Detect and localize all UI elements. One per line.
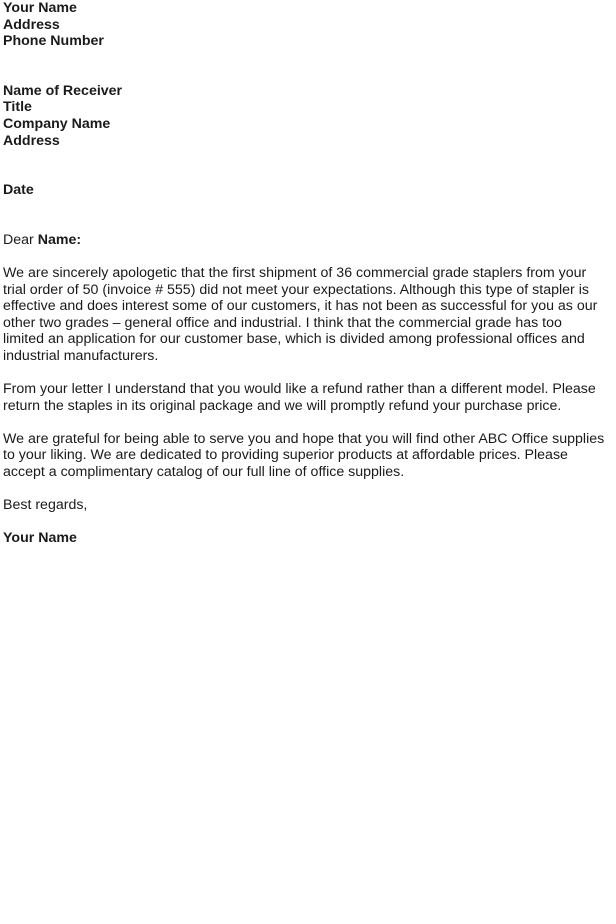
letter xyxy=(3,0,614,547)
date-block xyxy=(3,182,614,199)
closing-block xyxy=(3,497,614,514)
receiver-address: Address xyxy=(3,132,60,149)
salutation-greeting: Dear xyxy=(3,231,38,248)
receiver-title: Title xyxy=(3,99,32,116)
salutation xyxy=(3,232,614,249)
paragraph-line: return the staples in its original package and we will promptly refund your purchase price. xyxy=(3,397,562,414)
sender-phone: Phone Number xyxy=(3,33,104,50)
paragraph-line: We are sincerely apologetic that the first shipment of 36 commercial grade staplers from your xyxy=(3,264,587,281)
sender-address: Address xyxy=(3,16,60,33)
receiver-name: Name of Receiver xyxy=(3,82,123,99)
paragraph-line: From your letter I understand that you would like a refund rather than a different model. Please xyxy=(3,381,596,398)
sender-name: Your Name xyxy=(3,0,77,16)
paragraph-line: limited an application for our customer base, which is divided among professional offices and xyxy=(3,331,585,348)
salutation-name: Name: xyxy=(37,231,82,248)
sender-block xyxy=(3,0,614,50)
receiver-block xyxy=(3,83,614,149)
body-paragraph-3 xyxy=(3,431,614,481)
signature-block xyxy=(3,530,614,547)
paragraph-line: industrial manufacturers. xyxy=(3,347,159,364)
letter-date: Date xyxy=(3,182,34,199)
paragraph-line: trial order of 50 (invoice # 555) did not meet your expectations. Although this type of stapler is xyxy=(3,281,589,298)
salutation-line xyxy=(3,232,614,249)
paragraph-line: to your liking. We are dedicated to providing superior products at affordable prices. Please xyxy=(3,447,568,464)
paragraph-line: effective and does interest some of our customers, it has not been as successful for you as our xyxy=(3,298,598,315)
body-paragraph-1 xyxy=(3,265,614,365)
closing-text: Best regards, xyxy=(3,497,88,514)
body-paragraph-2 xyxy=(3,381,614,414)
signature-name: Your Name xyxy=(3,530,77,547)
paragraph-line: We are grateful for being able to serve you and hope that you will find other ABC Office supplies xyxy=(3,430,605,447)
receiver-company: Company Name xyxy=(3,115,111,132)
paragraph-line: accept a complimentary catalog of our full line of office supplies. xyxy=(3,464,405,481)
paragraph-line: other two grades – general office and industrial. I think that the commercial grade has too xyxy=(3,314,562,331)
